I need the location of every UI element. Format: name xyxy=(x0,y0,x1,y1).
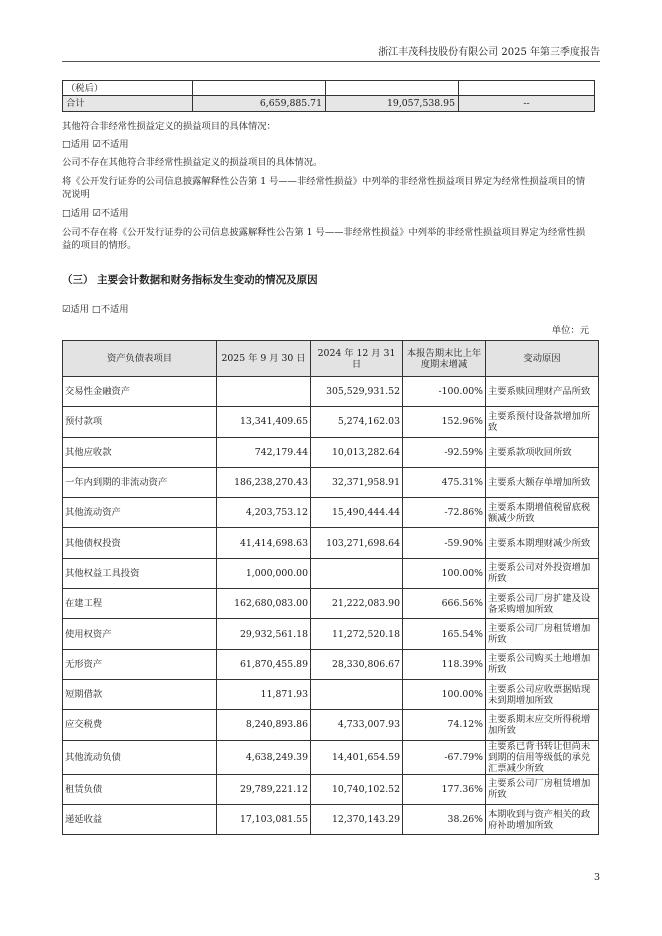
table-row xyxy=(63,710,599,740)
table-header-row xyxy=(63,341,599,377)
paragraph: 将《公开发行证券的公司信息披露解释性公告第 1 号——非经常性损益》中列举的非经常性损益项目界定为经常性损益项目的情况说明 xyxy=(62,176,586,200)
row-item: 其他权益工具投资 xyxy=(63,558,217,588)
cell-reason: 主要系本期理财减少所致 xyxy=(486,528,599,558)
cell-change: 38.26% xyxy=(403,804,486,834)
cell-current: 29,932,561.18 xyxy=(217,619,311,649)
cell-prior: 21,222,083.90 xyxy=(311,589,403,619)
cell-change: 165.54% xyxy=(403,619,486,649)
table-row xyxy=(63,81,595,96)
cell-change: -59.90% xyxy=(403,528,486,558)
checkbox-checked: ☑ xyxy=(92,208,101,219)
option-label: 适用 xyxy=(70,304,92,315)
option-label: 不适用 xyxy=(100,139,129,150)
cell-prior: 11,272,520.18 xyxy=(311,619,403,649)
option-label: 适用 xyxy=(70,208,93,219)
row-label: （税后） xyxy=(63,81,193,96)
cell-current: 186,238,270.43 xyxy=(217,467,311,497)
column-header: 本报告期末比上年度期末增减 xyxy=(403,341,486,377)
table-row xyxy=(63,377,599,407)
checkbox-unchecked: □ xyxy=(62,208,71,219)
cell-reason: 主要系公司厂房扩建及设备采购增加所致 xyxy=(486,589,599,619)
paragraph: 公司不存在将《公开发行证券的公司信息披露解释性公告第 1 号——非经常性损益》中列举的非经常性损益项目界定为经常性损益的项目的情形。 xyxy=(62,227,586,251)
table-row xyxy=(63,589,599,619)
option-label: 不适用 xyxy=(100,304,129,315)
row-item: 其他应收款 xyxy=(63,437,217,467)
cell-prior: 305,529,931.52 xyxy=(311,377,403,407)
cell-value xyxy=(193,81,326,96)
table-row xyxy=(63,619,599,649)
cell-change: -100.00% xyxy=(403,377,486,407)
page-number: 3 xyxy=(594,872,601,883)
cell-current: 29,789,221.12 xyxy=(217,774,311,804)
cell-prior: 28,330,806.67 xyxy=(311,649,403,679)
cell-reason: 主要系本期增值税留底税额减少所致 xyxy=(486,498,599,528)
row-item: 无形资产 xyxy=(63,649,217,679)
row-item: 应交税费 xyxy=(63,710,217,740)
table-row xyxy=(63,774,599,804)
cell-reason: 主要系公司购买土地增加所致 xyxy=(486,649,599,679)
cell-value: 19,057,538.95 xyxy=(326,96,459,112)
table-row xyxy=(63,407,599,437)
row-item: 租赁负债 xyxy=(63,774,217,804)
non-recurring-summary-table xyxy=(62,80,595,112)
cell-prior: 12,370,143.29 xyxy=(311,804,403,834)
cell-change: 152.96% xyxy=(403,407,486,437)
checkbox-checked: ☑ xyxy=(92,139,101,150)
cell-change: 100.00% xyxy=(403,558,486,588)
row-item: 交易性金融资产 xyxy=(63,377,217,407)
table-row xyxy=(63,498,599,528)
applicability-line xyxy=(62,207,592,220)
cell-current: 61,870,455.89 xyxy=(217,649,311,679)
cell-change: -92.59% xyxy=(403,437,486,467)
column-header: 2025 年 9 月 30 日 xyxy=(217,341,311,377)
cell-reason: 主要系大额存单增加所致 xyxy=(486,467,599,497)
table-row xyxy=(63,804,599,834)
option-label: 不适用 xyxy=(100,208,129,219)
table-row xyxy=(63,558,599,588)
table-row xyxy=(63,467,599,497)
cell-value: 6,659,885.71 xyxy=(193,96,326,112)
cell-reason: 主要系公司对外投资增加所致 xyxy=(486,558,599,588)
checkbox-unchecked: □ xyxy=(62,139,71,150)
cell-change: 100.00% xyxy=(403,679,486,709)
paragraph: 其他符合非经常性损益定义的损益项目的具体情况： xyxy=(62,121,276,132)
unit-label: 单位：元 xyxy=(551,325,589,336)
row-item: 其他债权投资 xyxy=(63,528,217,558)
cell-change: -67.79% xyxy=(403,740,486,774)
cell-prior: 4,733,007.93 xyxy=(311,710,403,740)
column-header: 变动原因 xyxy=(486,341,599,377)
cell-reason: 主要系预付设备款增加所致 xyxy=(486,407,599,437)
applicability-line xyxy=(62,138,592,151)
cell-reason: 主要系赎回理财产品所致 xyxy=(486,377,599,407)
applicability-line xyxy=(62,303,592,316)
row-item: 递延收益 xyxy=(63,804,217,834)
row-item: 其他流动资产 xyxy=(63,498,217,528)
cell-current: 4,203,753.12 xyxy=(217,498,311,528)
cell-current: 162,680,083.00 xyxy=(217,589,311,619)
cell-reason: 主要系公司厂房租赁增加所致 xyxy=(486,774,599,804)
cell-value xyxy=(459,81,595,96)
total-row xyxy=(63,96,595,112)
table-row xyxy=(63,679,599,709)
section-title: （三） 主要会计数据和财务指标发生变动的情况及原因 xyxy=(62,274,318,286)
cell-current: 8,240,893.86 xyxy=(217,710,311,740)
row-item: 其他流动负债 xyxy=(63,740,217,774)
cell-prior: 103,271,698.64 xyxy=(311,528,403,558)
cell-prior: 10,013,282.64 xyxy=(311,437,403,467)
cell-change: 475.31% xyxy=(403,467,486,497)
cell-current: 11,871.93 xyxy=(217,679,311,709)
cell-change: 666.56% xyxy=(403,589,486,619)
row-item: 在建工程 xyxy=(63,589,217,619)
cell-reason: 主要系公司应收票据贴现未到期增加所致 xyxy=(486,679,599,709)
row-item: 短期借款 xyxy=(63,679,217,709)
cell-prior xyxy=(311,679,403,709)
cell-reason: 主要系已背书转让但尚未到期的信用等级低的承兑汇票减少所致 xyxy=(486,740,599,774)
cell-change: 177.36% xyxy=(403,774,486,804)
column-header: 资产负债表项目 xyxy=(63,341,217,377)
table-row xyxy=(63,528,599,558)
cell-value: -- xyxy=(459,96,595,112)
cell-current: 1,000,000.00 xyxy=(217,558,311,588)
option-label: 适用 xyxy=(70,139,93,150)
table-row xyxy=(63,649,599,679)
cell-current: 742,179.44 xyxy=(217,437,311,467)
cell-current xyxy=(217,377,311,407)
cell-prior: 32,371,958.91 xyxy=(311,467,403,497)
cell-current: 13,341,409.65 xyxy=(217,407,311,437)
cell-prior: 10,740,102.52 xyxy=(311,774,403,804)
cell-reason: 主要系公司厂房租赁增加所致 xyxy=(486,619,599,649)
cell-change: 74.12% xyxy=(403,710,486,740)
cell-reason: 本期收到与资产相关的政府补助增加所致 xyxy=(486,804,599,834)
checkbox-unchecked: □ xyxy=(91,304,101,315)
balance-sheet-changes-table xyxy=(62,340,599,835)
table-row xyxy=(63,740,599,774)
row-item: 一年内到期的非流动资产 xyxy=(63,467,217,497)
row-item: 使用权资产 xyxy=(63,619,217,649)
checkbox-checked: ☑ xyxy=(62,304,71,315)
cell-current: 41,414,698.63 xyxy=(217,528,311,558)
cell-prior: 5,274,162.03 xyxy=(311,407,403,437)
row-item: 预付款项 xyxy=(63,407,217,437)
cell-change: -72.86% xyxy=(403,498,486,528)
paragraph: 公司不存在其他符合非经常性损益定义的损益项目的具体情况。 xyxy=(62,157,323,168)
cell-prior: 15,490,444.44 xyxy=(311,498,403,528)
row-label: 合计 xyxy=(63,96,193,112)
page-header xyxy=(62,42,600,62)
table-row xyxy=(63,437,599,467)
cell-prior: 14,401,654.59 xyxy=(311,740,403,774)
cell-value xyxy=(326,81,459,96)
cell-current: 4,638,249.39 xyxy=(217,740,311,774)
cell-prior xyxy=(311,558,403,588)
cell-current: 17,103,081.55 xyxy=(217,804,311,834)
cell-reason: 主要系款项收回所致 xyxy=(486,437,599,467)
report-title: 浙江丰茂科技股份有限公司 2025 年第三季度报告 xyxy=(378,47,600,58)
column-header: 2024 年 12 月 31 日 xyxy=(311,341,403,377)
cell-change: 118.39% xyxy=(403,649,486,679)
cell-reason: 主要系期末应交所得税增加所致 xyxy=(486,710,599,740)
